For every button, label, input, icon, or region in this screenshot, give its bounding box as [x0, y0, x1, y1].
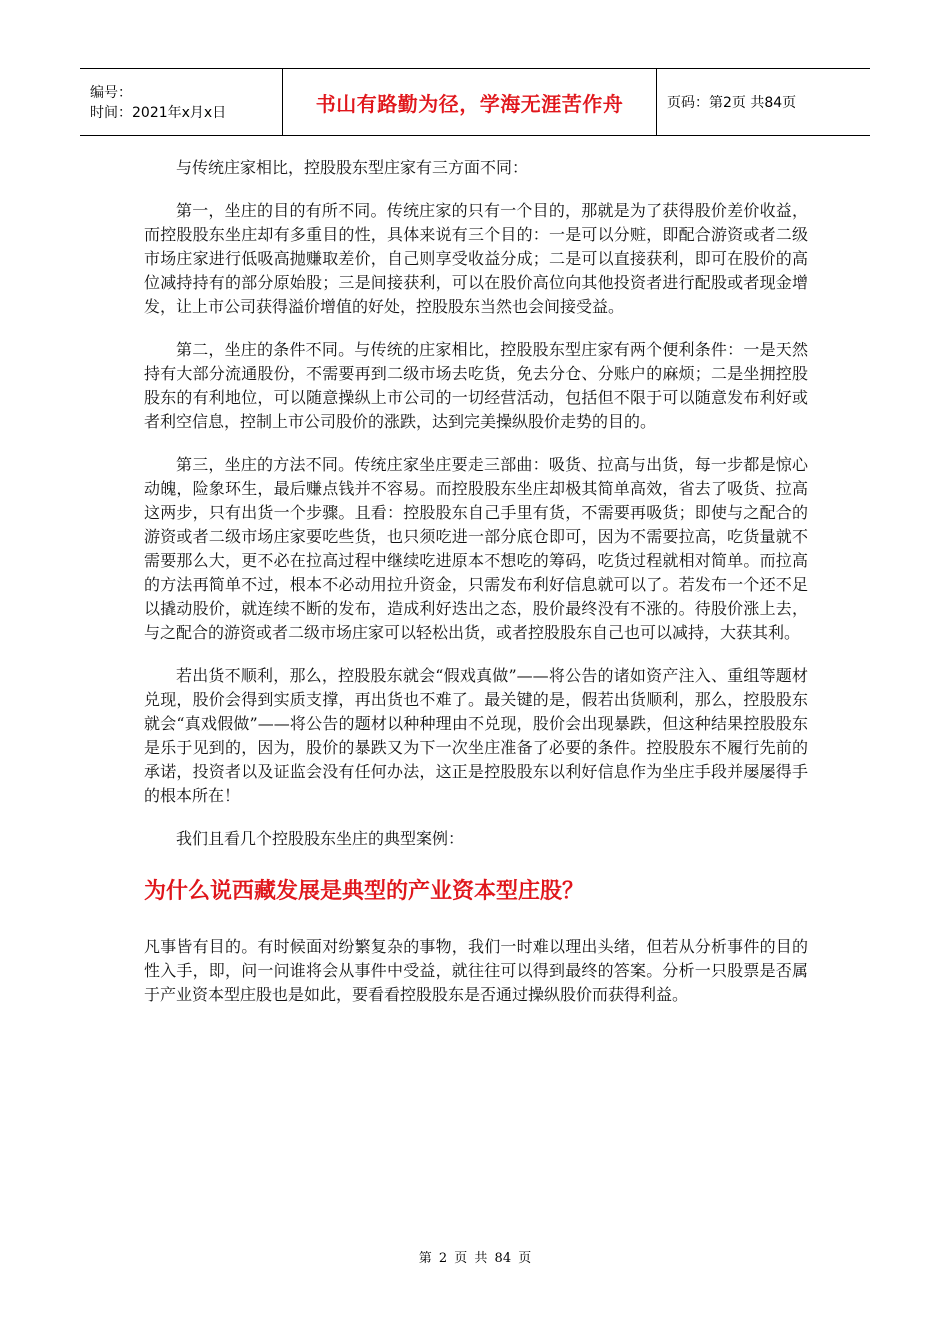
paragraph-intro: 与传统庄家相比，控股股东型庄家有三方面不同：	[176, 158, 529, 177]
paragraph-third-difference: 第三，坐庄的方法不同。传统庄家坐庄要走三部曲：吸货、拉高与出货，每一步都是惊心动魄，险象环生，最后赚点钱并不容易。而控股股东坐庄却极其简单高效，省去了吸货、拉高这两步，只有出货一个步骤。且看：控股股东自己手里有货，不需要再吸货；即使与之配合的游资或者二级市场庄家要吃些货，也只须吃进一部分底仓即可，因为不需要拉高，吃货量就不需要那么大，更不必在拉高过程中继续吃进原本不想吃的筹码，吃货过程就相对简单。而拉高的方法再简单不过，根本不必动用拉升资金，只需发布利好信息就可以了。若发布一个还不足以撬动股价，就连续不断的发布，造成利好迭出之态，股价最终没有不涨的。待股价涨上去，与之配合的游资或者二级市场庄家可以轻松出货，或者控股股东自己也可以减持，大获其利。	[144, 455, 808, 642]
paragraph-shipment: 若出货不顺利，那么，控股股东就会“假戏真做”——将公告的诸如资产注入、重组等题材兑现，股价会得到实质支撑，再出货也不难了。最关键的是，假若出货顺利，那么，控股股东就会“真戏假做”——将公告的题材以种种理由不兑现，股价会出现暴跌，但这种结果控股股东是乐于见到的，因为，股价的暴跌又为下一次坐庄准备了必要的条件。控股股东不履行先前的承诺，投资者以及证监会没有任何办法，这正是控股股东以利好信息作为坐庄手段并屡屡得手的根本所在！	[144, 666, 808, 805]
header-number-label: 编号：	[90, 85, 132, 101]
page-footer: 第 2 页 共 84 页	[418, 1251, 532, 1266]
header-page-label: 页码：第2页 共84页	[667, 95, 797, 111]
page-header	[80, 68, 870, 136]
header-time-label: 时间：2021年x月x日	[90, 105, 227, 121]
document-body	[144, 156, 808, 1026]
header-motto: 书山有路勤为径，学海无涯苦作舟	[283, 69, 657, 135]
paragraph-closing: 凡事皆有目的。有时候面对纷繁复杂的事物，我们一时难以理出头绪，但若从分析事件的目的性入手，即，问一问谁将会从事件中受益，就往往可以得到最终的答案。分析一只股票是否属于产业资本型庄股也是如此，要看看控股股东是否通过操纵股价而获得利益。	[144, 937, 808, 1004]
section-title: 为什么说西藏发展是典型的产业资本型庄股？	[144, 879, 585, 904]
paragraph-second-difference: 第二，坐庄的条件不同。与传统的庄家相比，控股股东型庄家有两个便利条件：一是天然持有大部分流通股份，不需要再到二级市场去吃货，免去分仓、分账户的麻烦；二是坐拥控股股东的有利地位，可以随意操纵上市公司的一切经营活动，包括但不限于可以随意发布利好或者利空信息，控制上市公司股价的涨跌，达到完美操纵股价走势的目的。	[144, 340, 808, 431]
header-meta	[80, 69, 283, 135]
paragraph-first-difference: 第一，坐庄的目的有所不同。传统庄家的只有一个目的，那就是为了获得股价差价收益，而控股股东坐庄却有多重目的性，具体来说有三个目的：一是可以分赃，即配合游资或者二级市场庄家进行低吸高抛赚取差价，自己则享受收益分成；二是可以直接获利，即可在股价的高位减持持有的部分原始股；三是间接获利，可以在股价高位向其他投资者进行配股或者现金增发，让上市公司获得溢价增值的好处，控股股东当然也会间接受益。	[144, 201, 808, 316]
paragraph-cases-intro: 我们且看几个控股股东坐庄的典型案例：	[176, 829, 465, 848]
